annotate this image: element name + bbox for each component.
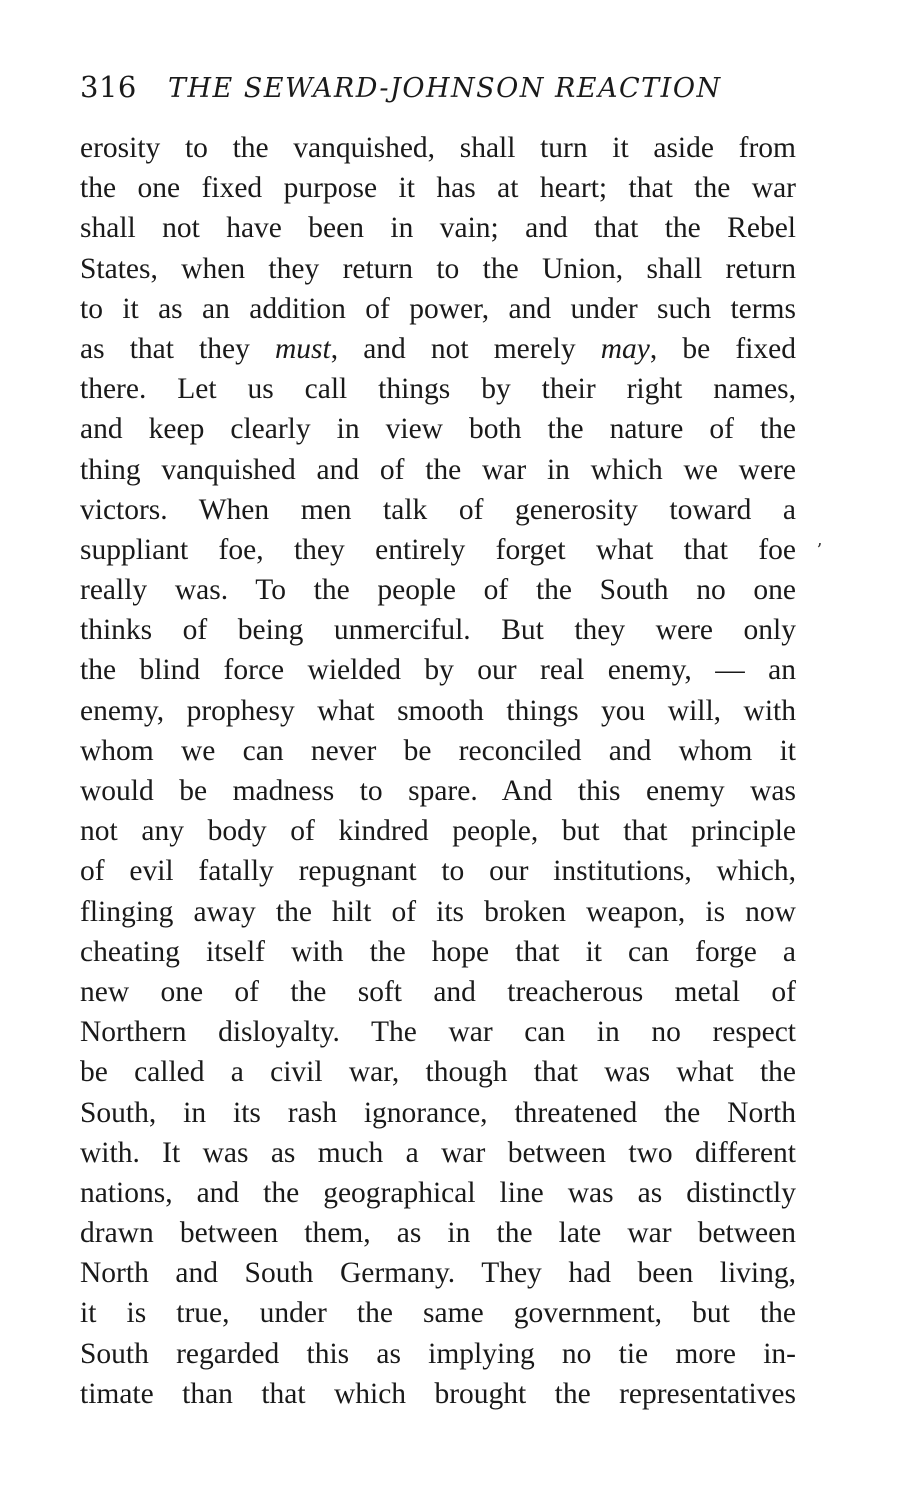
margin-speck: ʼ xyxy=(816,540,822,561)
text-line: new one of the soft and treacherous metal of xyxy=(80,975,796,1008)
text-line: the blind force wielded by our real enemy, — an xyxy=(80,654,796,687)
text-line: of evil fatally repugnant to our institutions, which, xyxy=(80,855,796,888)
text-line-with-emphasis xyxy=(80,329,796,369)
text-line: with. It was as much a war between two different xyxy=(80,1136,796,1169)
text-line: thing vanquished and of the war in which we were xyxy=(80,453,796,486)
text-line: drawn between them, as in the late war between xyxy=(80,1217,796,1250)
text-line: timate than that which brought the representatives xyxy=(80,1377,796,1410)
body-text xyxy=(80,128,796,1414)
text-line: shall not have been in vain; and that the Rebel xyxy=(80,212,796,245)
text-line: whom we can never be reconciled and whom it xyxy=(80,734,796,767)
text-line: enemy, prophesy what smooth things you will, with xyxy=(80,694,796,727)
text-line: thinks of being unmerciful. But they were only xyxy=(80,614,796,647)
emphasis-may: may xyxy=(600,332,650,365)
text-line: suppliant foe, they entirely forget what that foe xyxy=(80,533,796,566)
text-line: nations, and the geographical line was as distinctly xyxy=(80,1176,796,1209)
text-line: cheating itself with the hope that it can forge a xyxy=(80,935,796,968)
text-fragment: , be fixed xyxy=(649,332,796,365)
text-fragment: , and not merely xyxy=(330,332,601,365)
text-line: not any body of kindred people, but that principle xyxy=(80,815,796,848)
text-line: flinging away the hilt of its broken weapon, is now xyxy=(80,895,796,928)
text-line: States, when they return to the Union, shall return xyxy=(80,252,796,285)
text-line: it is true, under the same government, but the xyxy=(80,1297,796,1330)
text-line: to it as an addition of power, and under such terms xyxy=(80,292,796,325)
text-line: and keep clearly in view both the nature of the xyxy=(80,413,796,446)
text-line: victors. When men talk of generosity toward a xyxy=(80,493,796,526)
text-line: be called a civil war, though that was what the xyxy=(80,1056,796,1089)
text-line: South regarded this as implying no tie more in- xyxy=(80,1337,796,1370)
text-line: there. Let us call things by their right names, xyxy=(80,373,796,406)
running-title: THE SEWARD-JOHNSON REACTION xyxy=(167,73,722,104)
text-line: North and South Germany. They had been living, xyxy=(80,1257,796,1290)
text-line: the one fixed purpose it has at heart; that the war xyxy=(80,172,796,205)
running-head xyxy=(80,70,800,114)
page-number: 316 xyxy=(80,70,137,104)
text-line: Northern disloyalty. The war can in no respect xyxy=(80,1016,796,1049)
text-line: really was. To the people of the South no one xyxy=(80,574,796,607)
emphasis-must: must xyxy=(274,332,331,365)
text-line: erosity to the vanquished, shall turn it aside from xyxy=(80,132,796,164)
text-fragment: as that they xyxy=(80,332,275,365)
text-line: South, in its rash ignorance, threatened the North xyxy=(80,1096,796,1129)
text-line: would be madness to spare. And this enemy was xyxy=(80,775,796,807)
